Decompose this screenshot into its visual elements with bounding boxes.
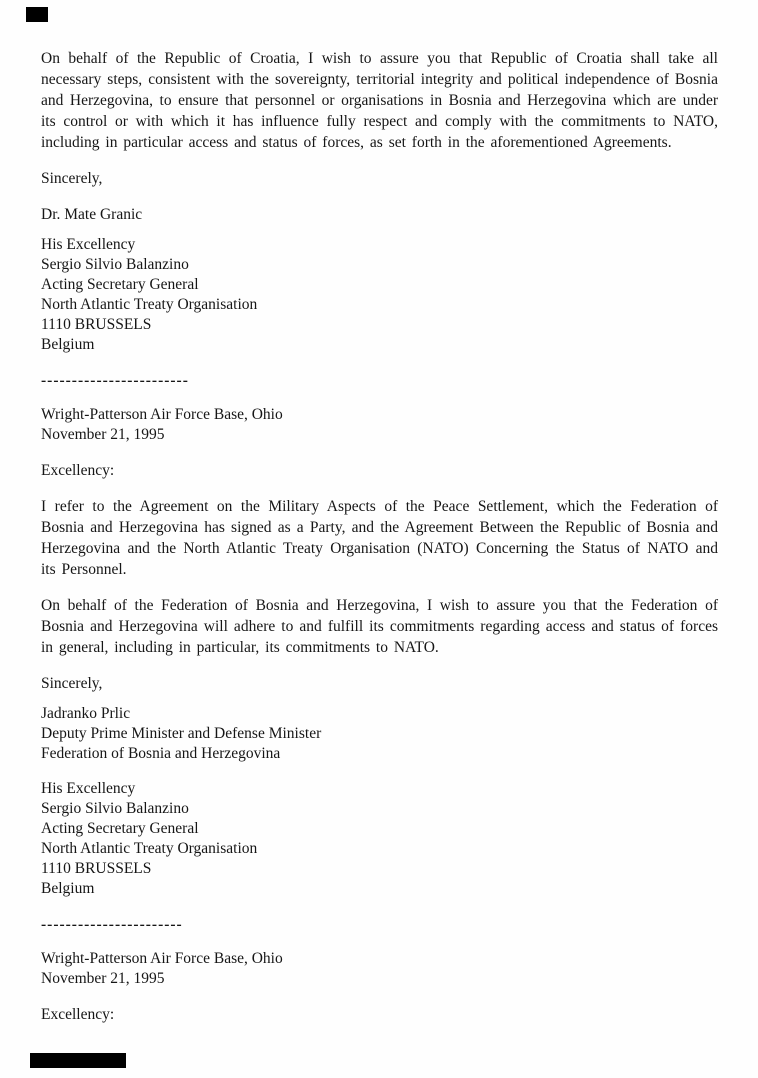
section-divider-1: ------------------------ [41, 372, 189, 389]
address-line: His Excellency [41, 236, 136, 253]
letter-content [41, 48, 718, 1040]
closing-sincerely-federation: Sincerely, [41, 675, 103, 692]
address-line: Belgium [41, 880, 95, 897]
paragraph-federation-assurance: On behalf of the Federation of Bosnia and Herzegovina, I wish to assure you that the Federation of Bosnia and Herzegovina will adhere to and fulfill its commitments regarding access and status of forces in general, including in particular, its commitments to NATO. [41, 597, 718, 656]
scan-artifact-bottom-left [30, 1053, 126, 1068]
scan-artifact-top-left [26, 7, 48, 22]
dateline-federation [41, 405, 718, 445]
recipient-address-croatia [41, 235, 718, 355]
salutation-federation: Excellency: [41, 462, 115, 479]
address-line: North Atlantic Treaty Organisation [41, 296, 258, 313]
address-line: Sergio Silvio Balanzino [41, 800, 189, 817]
letter-location: Wright-Patterson Air Force Base, Ohio [41, 950, 283, 967]
letter-date: November 21, 1995 [41, 426, 165, 443]
address-line: Acting Secretary General [41, 820, 199, 837]
recipient-address-federation [41, 779, 718, 899]
paragraph-federation-refer: I refer to the Agreement on the Military Aspects of the Peace Settlement, which the Federation of Bosnia and Herzegovina has signed as a Party, and the Agreement Between the Republic of Bosnia and Herzegovina and the North Atlantic Treaty Organisation (NATO) Concerning the Status of NATO and its Personnel. [41, 498, 718, 578]
dateline-next-letter [41, 949, 718, 989]
closing-sincerely-croatia: Sincerely, [41, 170, 103, 187]
letter-location: Wright-Patterson Air Force Base, Ohio [41, 406, 283, 423]
address-line: Sergio Silvio Balanzino [41, 256, 189, 273]
signatory-name: Jadranko Prlic [41, 705, 131, 722]
address-line: 1110 BRUSSELS [41, 316, 152, 333]
signatory-title: Deputy Prime Minister and Defense Minister [41, 725, 322, 742]
letter-date: November 21, 1995 [41, 970, 165, 987]
address-line: 1110 BRUSSELS [41, 860, 152, 877]
signature-block-prlic [41, 704, 718, 764]
address-line: Belgium [41, 336, 95, 353]
address-line: Acting Secretary General [41, 276, 199, 293]
address-line: North Atlantic Treaty Organisation [41, 840, 258, 857]
signatory-granic: Dr. Mate Granic [41, 206, 143, 223]
paragraph-croatia-assurance: On behalf of the Republic of Croatia, I wish to assure you that Republic of Croatia shall take all necessary steps, consistent with the sovereignty, territorial integrity and political independence of Bosnia and Herzegovina, to ensure that personnel or organisations in Bosnia and Herzegovina which are under its control or with which it has influence fully respect and comply with the commitments to NATO, including in particular access and status of forces, as set forth in the aforementioned Agreements. [41, 50, 718, 151]
signatory-org: Federation of Bosnia and Herzegovina [41, 745, 281, 762]
address-line: His Excellency [41, 780, 136, 797]
section-divider-2: ----------------------- [41, 916, 183, 933]
salutation-next-letter: Excellency: [41, 1006, 115, 1023]
